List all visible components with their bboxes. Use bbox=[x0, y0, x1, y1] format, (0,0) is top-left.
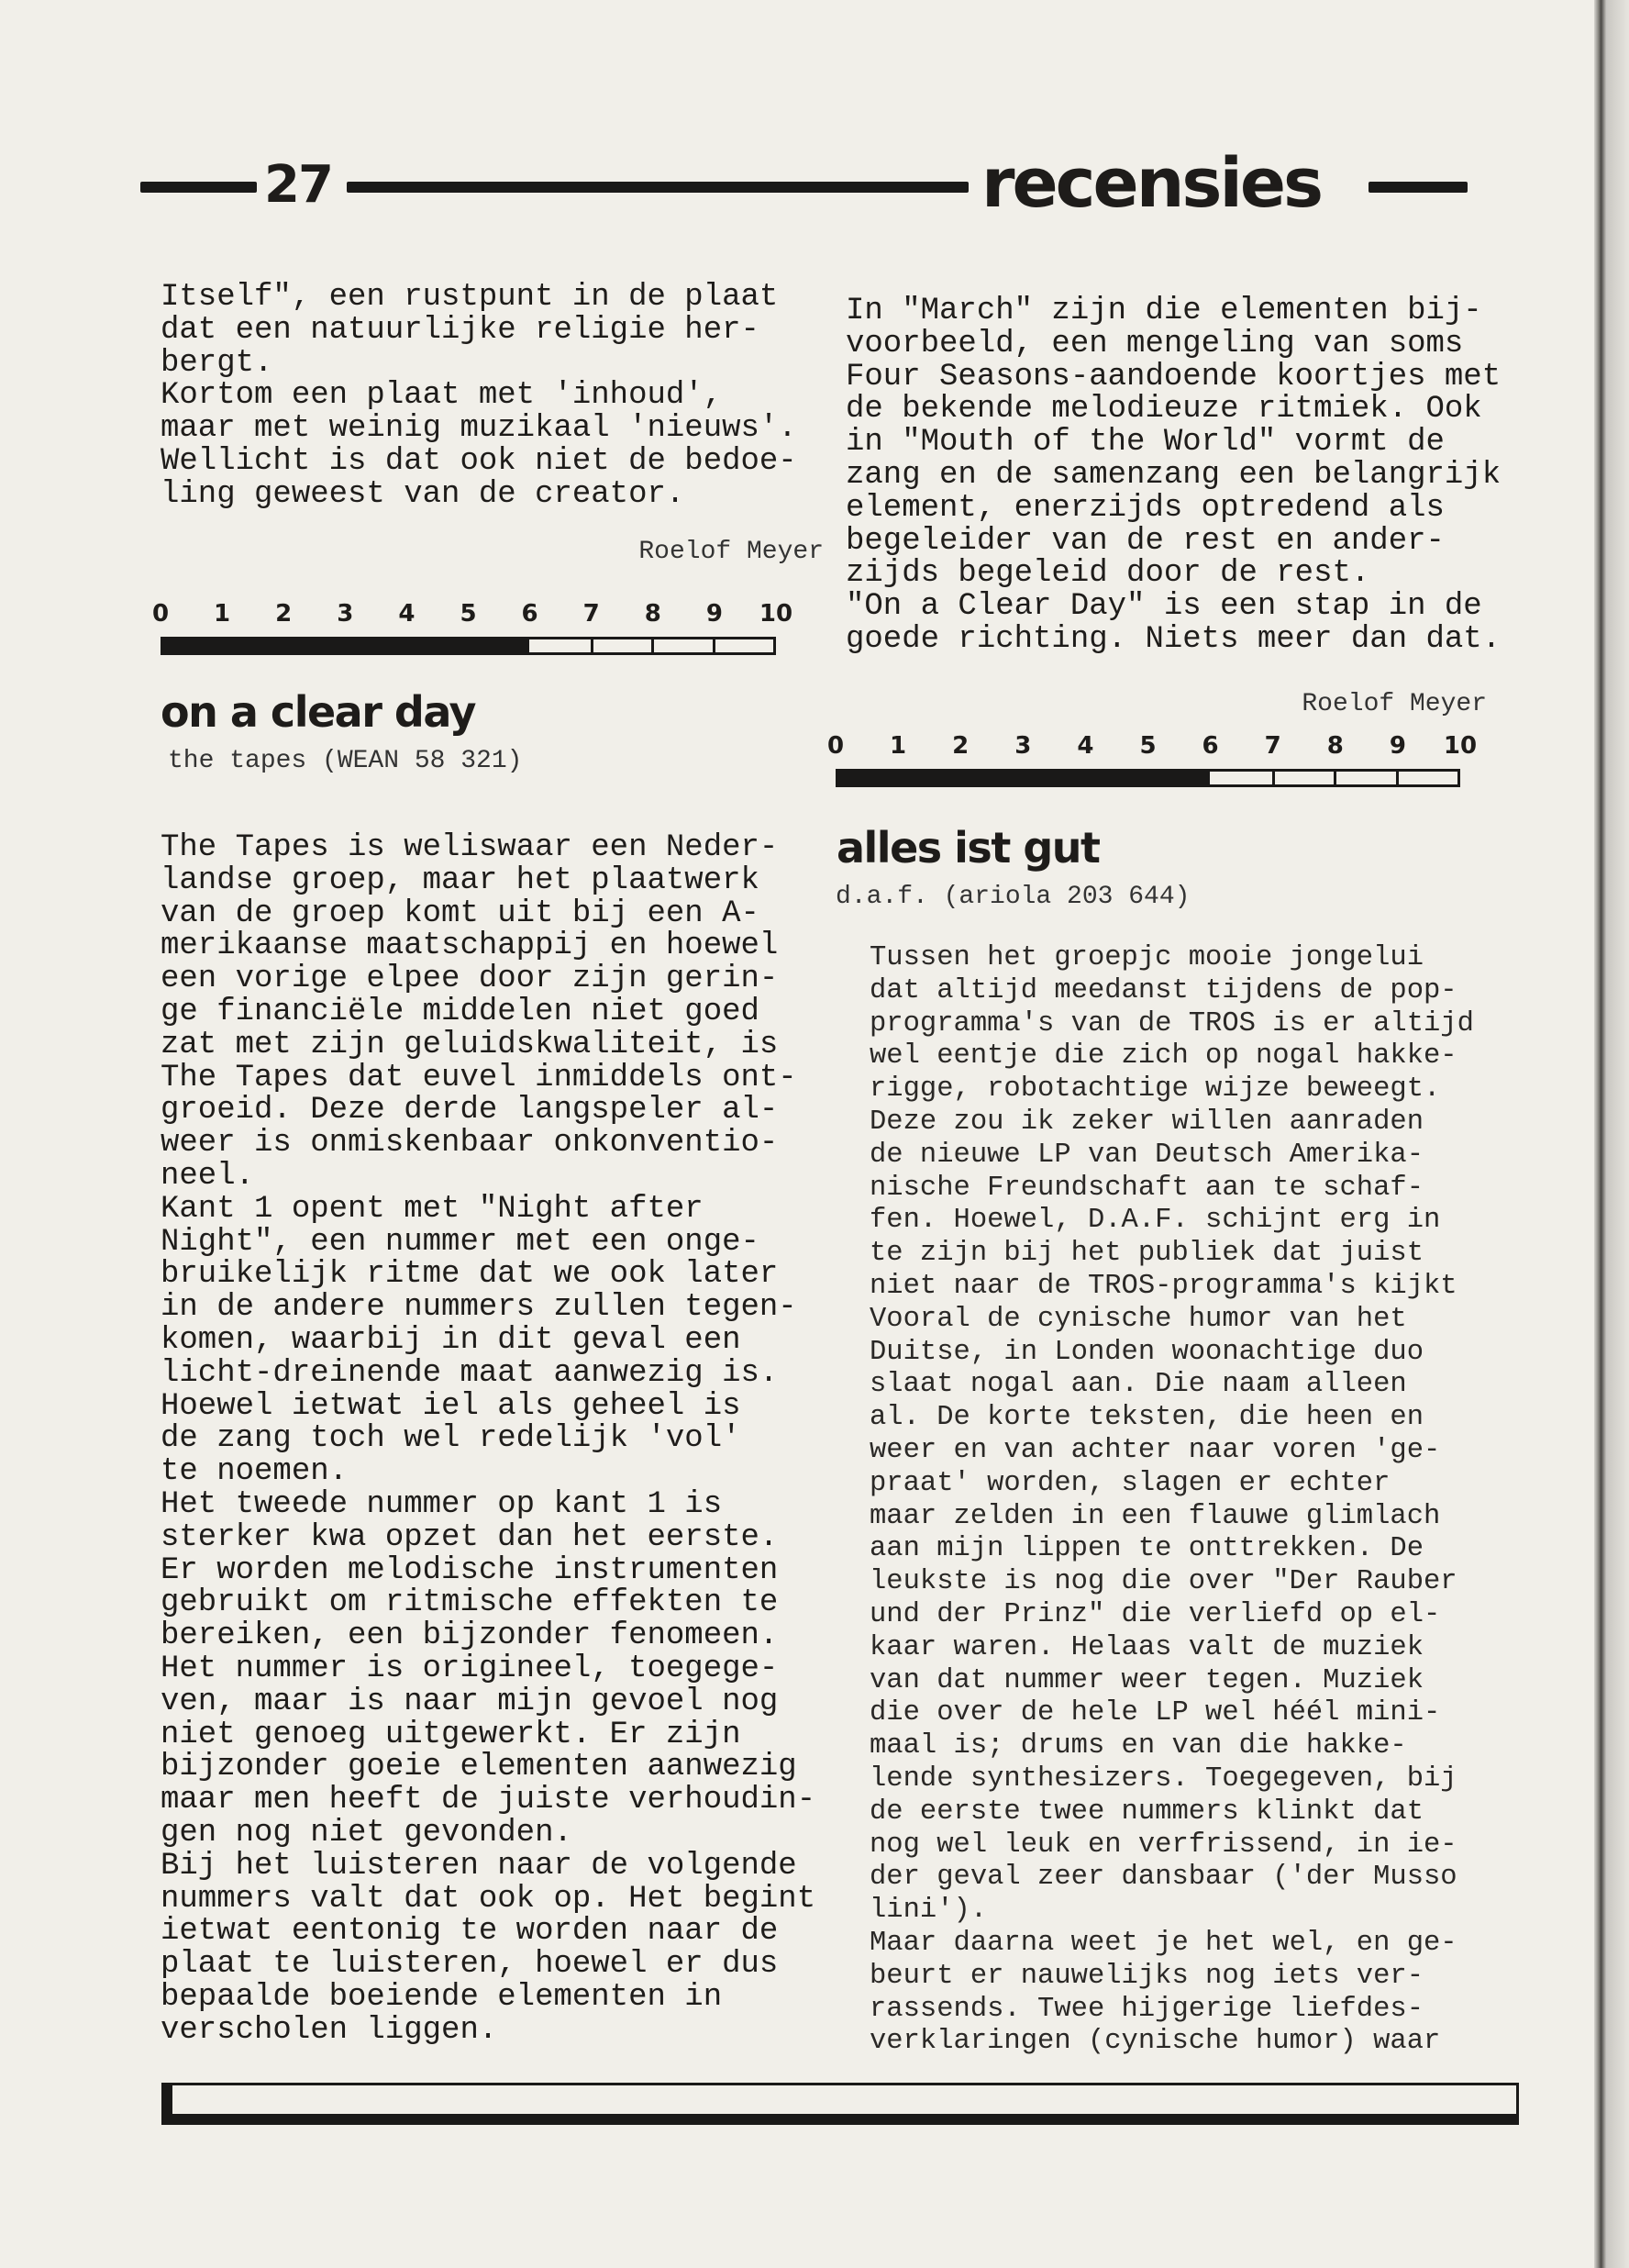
text-line: komen, waarbij in dit geval een bbox=[161, 1322, 741, 1358]
text-line: aan mijn lippen te onttrekken. De bbox=[870, 1533, 1424, 1565]
text-line: der geval zeer dansbaar ('der Musso bbox=[870, 1862, 1457, 1894]
rating-label: 1 bbox=[890, 732, 907, 760]
text-line: Wellicht is dat ook niet de bedoe- bbox=[161, 443, 797, 479]
rating-label: 0 bbox=[826, 732, 845, 760]
rating-label: 5 bbox=[460, 600, 477, 628]
review-title: alles ist gut bbox=[837, 823, 1100, 873]
rating-cell-divider bbox=[591, 639, 593, 652]
text-line: Er worden melodische instrumenten bbox=[161, 1552, 779, 1588]
header-rule-middle bbox=[347, 182, 969, 193]
text-line: wel eentje die zich op nogal hakke- bbox=[870, 1040, 1457, 1073]
text-line: The Tapes is weliswaar een Neder- bbox=[161, 830, 779, 865]
text-line: Itself", een rustpunt in de plaat bbox=[161, 280, 779, 315]
text-line: bruikelijk ritme dat we ook later bbox=[161, 1257, 779, 1293]
text-line: begeleider van de rest en ander- bbox=[846, 523, 1445, 559]
rating-fill bbox=[163, 639, 529, 652]
review-body bbox=[870, 942, 1474, 2059]
text-line: verklaringen (cynische humor) waar bbox=[870, 2026, 1441, 2058]
rating-label: 7 bbox=[1264, 732, 1281, 760]
text-line: die over de hele LP wel héél mini- bbox=[870, 1697, 1441, 1729]
text-line: de nieuwe LP van Deutsch Amerika- bbox=[870, 1139, 1424, 1171]
text-line: merikaanse maatschappij en hoewel bbox=[161, 928, 779, 964]
rating-label: 7 bbox=[582, 600, 600, 628]
text-line: bijzonder goeie elementen aanwezig bbox=[161, 1750, 797, 1785]
text-line: voorbeeld, een mengeling van soms bbox=[846, 326, 1464, 361]
text-line: ling geweest van de creator. bbox=[161, 476, 685, 512]
rating-label: 1 bbox=[214, 600, 231, 628]
review-meta: d.a.f. (ariola 203 644) bbox=[836, 883, 1191, 911]
text-line: programma's van de TROS is er altijd bbox=[870, 1007, 1474, 1040]
text-line: niet genoeg uitgewerkt. Er zijn bbox=[161, 1717, 741, 1752]
review-title: on a clear day bbox=[161, 687, 475, 737]
rating-label: 6 bbox=[521, 600, 538, 628]
header-rule-left bbox=[140, 182, 257, 193]
text-line: leukste is nog die over "Der Rauber bbox=[870, 1566, 1457, 1598]
rating-labels bbox=[826, 732, 1478, 765]
rating-labels bbox=[151, 600, 793, 633]
text-line: gebruikt om ritmische effekten te bbox=[161, 1585, 779, 1621]
rating-label: 8 bbox=[644, 600, 661, 628]
text-line: ietwat eentonig te worden naar de bbox=[161, 1914, 779, 1950]
text-line: Vooral de cynische humor van het bbox=[870, 1303, 1407, 1335]
text-line: goede richting. Niets meer dan dat. bbox=[846, 621, 1502, 657]
rating-scale bbox=[826, 732, 1478, 787]
rating-label: 10 bbox=[759, 600, 793, 628]
review-author: Roelof Meyer bbox=[638, 538, 824, 566]
text-line: weer is onmiskenbaar onkonventio- bbox=[161, 1126, 779, 1162]
text-line: maal is; drums en van die hakke- bbox=[870, 1730, 1407, 1762]
rating-label: 4 bbox=[1077, 732, 1094, 760]
text-line: maar men heeft de juiste verhoudin- bbox=[161, 1783, 816, 1818]
text-line: in de andere nummers zullen tegen- bbox=[161, 1290, 797, 1326]
text-line: element, enerzijds optredend als bbox=[846, 490, 1445, 526]
text-line: zat met zijn geluidskwaliteit, is bbox=[161, 1027, 779, 1062]
text-line: Kant 1 opent met "Night after bbox=[161, 1191, 704, 1227]
text-line: neel. bbox=[161, 1158, 255, 1194]
text-line: nische Freundschaft aan te schaf- bbox=[870, 1172, 1424, 1204]
text-line: een vorige elpee door zijn gerin- bbox=[161, 962, 779, 997]
text-line: de zang toch wel redelijk 'vol' bbox=[161, 1421, 741, 1457]
text-line: nummers valt dat ook op. Het begint bbox=[161, 1881, 816, 1917]
rating-cell-divider bbox=[651, 639, 654, 652]
review-body-right bbox=[846, 295, 1501, 657]
rating-scale bbox=[151, 600, 793, 655]
text-line: dat altijd meedanst tijdens de pop- bbox=[870, 974, 1457, 1006]
text-line: rassends. Twee hijgerige liefdes- bbox=[870, 1993, 1424, 2025]
text-line: landse groep, maar het plaatwerk bbox=[161, 862, 759, 898]
rating-bar bbox=[161, 637, 776, 655]
rating-cell-divider bbox=[1272, 772, 1275, 784]
review-author: Roelof Meyer bbox=[1302, 690, 1487, 718]
text-line: kaar waren. Helaas valt de muziek bbox=[870, 1631, 1424, 1663]
rating-label: 0 bbox=[151, 600, 170, 628]
text-line: und der Prinz" die verliefd op el- bbox=[870, 1598, 1441, 1630]
text-line: de eerste twee nummers klinkt dat bbox=[870, 1796, 1424, 1828]
text-line: in "Mouth of the World" vormt de bbox=[846, 425, 1445, 461]
rating-cell-divider bbox=[713, 639, 715, 652]
review-continuation-text bbox=[161, 282, 797, 512]
text-line: Bij het luisteren naar de volgende bbox=[161, 1848, 797, 1884]
rating-label: 10 bbox=[1443, 732, 1478, 760]
text-line: bergt. bbox=[161, 345, 273, 381]
text-line: Four Seasons-aandoende koortjes met bbox=[846, 359, 1502, 395]
text-line: ven, maar is naar mijn gevoel nog bbox=[161, 1684, 779, 1719]
text-line: gen nog niet gevonden. bbox=[161, 1815, 572, 1851]
text-line: Night", een nummer met een onge- bbox=[161, 1224, 759, 1260]
text-line: Tussen het groepjc mooie jongelui bbox=[870, 942, 1424, 973]
section-title: recensies bbox=[981, 144, 1322, 223]
text-line: "On a Clear Day" is een stap in de bbox=[846, 589, 1482, 625]
text-line: Maar daarna weet je het wel, en ge- bbox=[870, 1927, 1457, 1959]
rating-label: 4 bbox=[398, 600, 416, 628]
rating-cell-divider bbox=[1396, 772, 1399, 784]
rating-label: 5 bbox=[1139, 732, 1157, 760]
rating-label: 9 bbox=[1389, 732, 1406, 760]
page-number: 27 bbox=[264, 155, 332, 215]
rating-label: 6 bbox=[1202, 732, 1219, 760]
text-line: fen. Hoewel, D.A.F. schijnt erg in bbox=[870, 1205, 1441, 1237]
text-line: van dat nummer weer tegen. Muziek bbox=[870, 1664, 1424, 1696]
text-line: niet naar de TROS-programma's kijkt bbox=[870, 1270, 1457, 1302]
rating-bar bbox=[836, 769, 1460, 787]
text-line: licht-dreinende maat aanwezig is. bbox=[161, 1355, 779, 1391]
text-line: beurt er nauwelijks nog iets ver- bbox=[870, 1960, 1424, 1992]
text-line: lini'). bbox=[870, 1895, 988, 1927]
text-line: maar met weinig muzikaal 'nieuws'. bbox=[161, 411, 797, 447]
text-line: praat' worden, slagen er echter bbox=[870, 1467, 1391, 1499]
text-line: Duitse, in Londen woonachtige duo bbox=[870, 1336, 1424, 1368]
text-line: Het tweede nummer op kant 1 is bbox=[161, 1486, 723, 1522]
rating-label: 3 bbox=[337, 600, 354, 628]
text-line: te noemen. bbox=[161, 1454, 349, 1490]
rating-label: 2 bbox=[952, 732, 970, 760]
text-line: te zijn bij het publiek dat juist bbox=[870, 1238, 1424, 1270]
text-line: de bekende melodieuze ritmiek. Ook bbox=[846, 392, 1482, 428]
rating-label: 9 bbox=[705, 600, 723, 628]
text-line: maar zelden in een flauwe glimlach bbox=[870, 1500, 1441, 1532]
text-line: Hoewel ietwat iel als geheel is bbox=[161, 1388, 741, 1424]
text-line: In "March" zijn die elementen bij- bbox=[846, 294, 1482, 328]
text-line: plaat te luisteren, hoewel er dus bbox=[161, 1947, 779, 1983]
text-line: zang en de samenzang een belangrijk bbox=[846, 457, 1502, 493]
rating-label: 3 bbox=[1014, 732, 1032, 760]
text-line: Kortom een plaat met 'inhoud', bbox=[161, 378, 723, 414]
page-edge bbox=[1594, 0, 1629, 2268]
rating-label: 8 bbox=[1326, 732, 1344, 760]
review-body-left bbox=[161, 832, 815, 2047]
review-meta: the tapes (WEAN 58 321) bbox=[168, 747, 523, 775]
text-line: dat een natuurlijke religie her- bbox=[161, 312, 759, 348]
text-line: groeid. Deze derde langspeler al- bbox=[161, 1093, 779, 1128]
rating-label: 2 bbox=[275, 600, 293, 628]
text-line: lende synthesizers. Toegegeven, bij bbox=[870, 1762, 1457, 1795]
text-line: van de groep komt uit bij een A- bbox=[161, 895, 759, 931]
text-line: verscholen liggen. bbox=[161, 2012, 498, 2048]
text-line: rigge, robotachtige wijze beweegt. bbox=[870, 1073, 1441, 1106]
text-line: slaat nogal aan. Die naam alleen bbox=[870, 1369, 1407, 1401]
text-line: nog wel leuk en verfrissend, in ie- bbox=[870, 1829, 1457, 1861]
text-line: zijds begeleid door de rest. bbox=[846, 556, 1370, 592]
rating-cell-divider bbox=[1334, 772, 1336, 784]
text-line: ge financiële middelen niet goed bbox=[161, 994, 759, 1029]
text-line: al. De korte teksten, die heen en bbox=[870, 1402, 1424, 1434]
header-rule-right bbox=[1369, 182, 1468, 193]
footer-box bbox=[161, 2083, 1519, 2125]
rating-fill bbox=[838, 772, 1210, 784]
text-line: The Tapes dat euvel inmiddels ont- bbox=[161, 1060, 797, 1095]
text-line: bepaalde boeiende elementen in bbox=[161, 1979, 723, 2015]
text-line: Deze zou ik zeker willen aanraden bbox=[870, 1106, 1424, 1138]
text-line: bereiken, een bijzonder fenomeen. bbox=[161, 1618, 779, 1654]
text-line: Het nummer is origineel, toegege- bbox=[161, 1651, 779, 1686]
text-line: weer en van achter naar voren 'ge- bbox=[870, 1434, 1441, 1466]
text-line: sterker kwa opzet dan het eerste. bbox=[161, 1519, 779, 1555]
